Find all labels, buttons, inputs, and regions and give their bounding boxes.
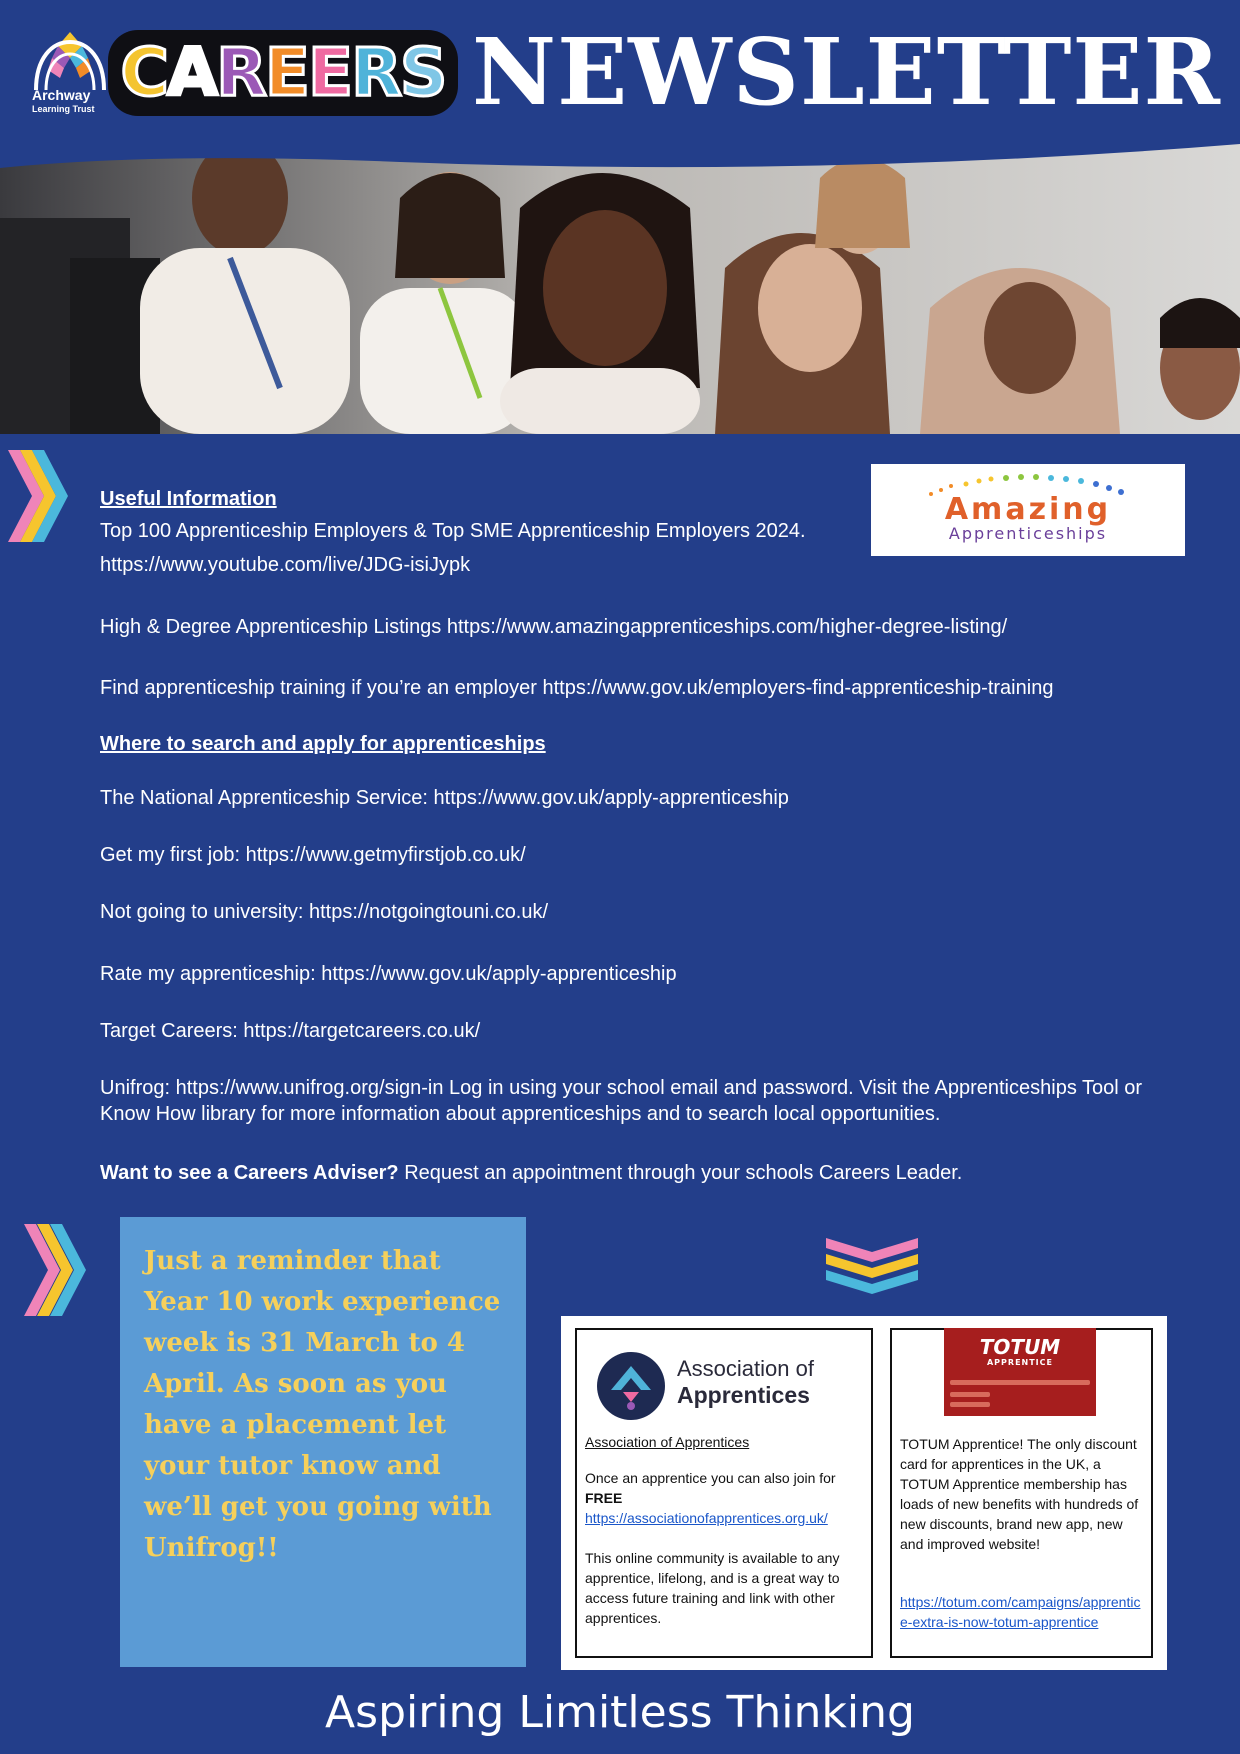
- info-line: Rate my apprenticeship: https://www.gov.uk/apply-apprenticeship: [100, 963, 677, 985]
- newsletter-header: [0, 0, 1240, 150]
- info-line: High & Degree Apprenticeship Listings https://www.amazingapprenticeships.com/higher-degree-listing/: [100, 616, 1008, 638]
- aoa-name-line2: Apprentices: [677, 1382, 810, 1408]
- reminder-text: Just a reminder that Year 10 work experience week is 31 March to 4 April. As soon as you have a placement let your tutor know and we’ll get you going with Unifrog!!: [144, 1246, 501, 1563]
- info-line: Find apprenticeship training if you’re an employer https://www.gov.uk/employers-find-apprenticeship-training: [100, 677, 1054, 699]
- info-line: Unifrog: https://www.unifrog.org/sign-in Log in using your school email and password. Visit the Apprenticeships Tool or Know How library for more information about apprenticeships and to search local opportunities.: [100, 1077, 1143, 1125]
- careers-letter: S: [399, 34, 446, 111]
- apprentice-resources-panel: [561, 1316, 1167, 1670]
- org-name: Archway: [32, 87, 91, 103]
- careers-letter: A: [166, 34, 217, 111]
- adviser-text: Request an appointment through your schools Careers Leader.: [398, 1162, 963, 1184]
- totum-card-logo: [944, 1328, 1096, 1416]
- aoa-body: This online community is available to any apprentice, lifelong, and is a great way to access future training and link with other apprentices.: [585, 1550, 840, 1626]
- header-wave-divider: [0, 138, 1240, 198]
- newsletter-title: NEWSLETTER: [472, 18, 1222, 126]
- amazing-title: Amazing: [944, 492, 1112, 527]
- info-line: Top 100 Apprenticeship Employers & Top SME Apprenticeship Employers 2024.: [100, 520, 806, 542]
- info-line: Not going to university: https://notgoingtouni.co.uk/: [100, 901, 549, 923]
- careers-letter: R: [216, 34, 265, 111]
- amazing-apprenticeships-logo: [871, 464, 1185, 556]
- totum-brand-sub: APPRENTICE: [986, 1358, 1053, 1367]
- careers-letter: C: [120, 34, 167, 111]
- card-stripe: [950, 1380, 1090, 1385]
- chevron-right-icon: [22, 1224, 90, 1316]
- footer-tagline: Aspiring Limitless Thinking: [325, 1687, 915, 1738]
- chevron-right-icon: [6, 450, 70, 542]
- careers-letter: E: [307, 34, 352, 111]
- aoa-join-text: Once an apprentice you can also join for: [585, 1470, 836, 1486]
- section-heading: Useful Information: [100, 488, 277, 510]
- totum-link[interactable]: https://totum.com/campaigns/apprentice-extra-is-now-totum-apprentice: [900, 1594, 1141, 1630]
- info-line: Target Careers: https://targetcareers.co.uk/: [100, 1020, 481, 1042]
- chevron-down-icon: [826, 1236, 918, 1304]
- aoa-free-label: FREE: [585, 1490, 623, 1506]
- association-of-apprentices-card: [575, 1328, 873, 1658]
- careers-letter: E: [264, 34, 308, 111]
- info-line: Get my first job: https://www.getmyfirstjob.co.uk/: [100, 844, 526, 866]
- org-subtitle: Learning Trust: [32, 104, 95, 114]
- adviser-heading: Want to see a Careers Adviser?: [100, 1162, 399, 1184]
- card-stripe: [950, 1392, 990, 1397]
- aoa-link[interactable]: https://associationofapprentices.org.uk/: [585, 1510, 828, 1526]
- adviser-line: [100, 1160, 962, 1186]
- info-line: The National Apprenticeship Service: https://www.gov.uk/apply-apprenticeship: [100, 787, 789, 809]
- section-heading: Where to search and apply for apprenticeships: [100, 733, 546, 755]
- totum-apprentice-card: [890, 1328, 1153, 1658]
- association-of-apprentices-logo-icon: [593, 1350, 673, 1420]
- youtube-link[interactable]: https://www.youtube.com/live/JDG-isiJypk: [100, 554, 471, 576]
- aoa-name: [677, 1356, 867, 1408]
- work-experience-reminder: [120, 1217, 526, 1667]
- amazing-subtitle: Apprenticeships: [948, 524, 1108, 543]
- aoa-name-line1: Association of: [677, 1356, 814, 1381]
- careers-letter: R: [351, 34, 400, 111]
- totum-body: TOTUM Apprentice! The only discount card for apprentices in the UK, a TOTUM Apprentice membership has loads of new benefits with hundreds of new discounts, brand new app, new and improved website!: [900, 1436, 1139, 1552]
- totum-brand: TOTUM: [979, 1335, 1061, 1359]
- aoa-heading: Association of Apprentices: [585, 1434, 750, 1450]
- card-stripe: [950, 1402, 990, 1407]
- careers-wordmark: [108, 30, 458, 116]
